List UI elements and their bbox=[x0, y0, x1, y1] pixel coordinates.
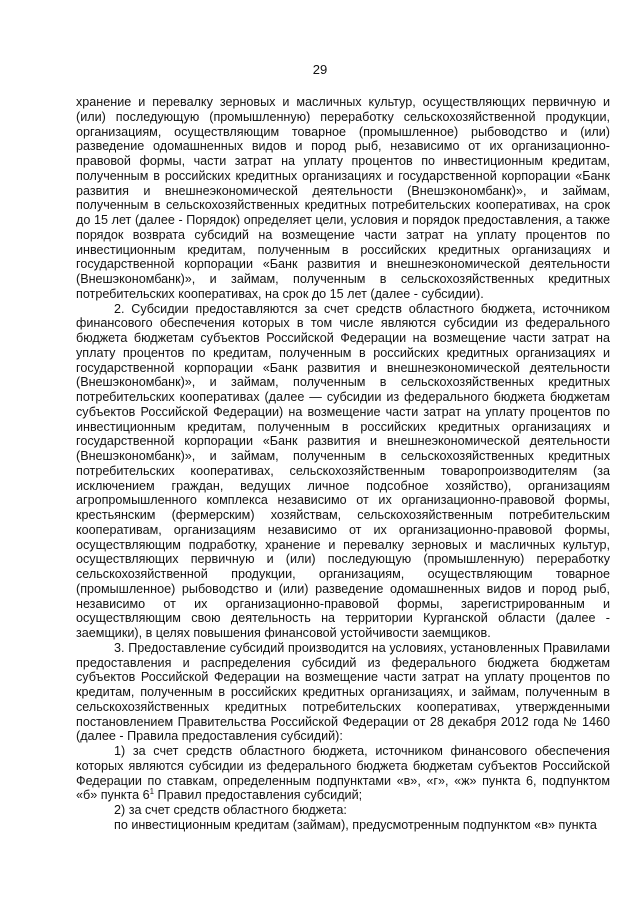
page-number: 29 bbox=[312, 62, 328, 77]
paragraph-1-continuation: хранение и перевалку зерновых и масличных культур, осуществляющих первичную и (или) последующую (промышленную) переработку сельскохозяйственной продукции, организациям, осуществляющим товарное (промышленное) рыбоводство и (или) разведение одомашненных видов и пород рыб, независимо от их организационно-правовой формы, части затрат на уплату процентов по инвестиционным кредитам, полученным в российских кредитных организациях и государственной корпорации «Банк развития и внешнеэкономической деятельности (Внешэкономбанк)», и займам, полученным в сельскохозяйственных кредитных потребительских кооперативах, на срок до 15 лет (далее - Порядок) определяет цели, условия и порядок предоставления, а также порядок возврата субсидий на возмещение части затрат на уплату процентов по инвестиционным кредитам, полученным в российских кредитных организациях и государственной корпорации «Банк развития и внешнеэкономической деятельности (Внешэкономбанк)», и займам, полученным в сельскохозяйственных кредитных потребительских кооперативах, на срок до 15 лет (далее - субсидии). bbox=[76, 95, 610, 301]
paragraph-3-item-1 bbox=[76, 744, 610, 803]
superscript-1: 1 bbox=[149, 787, 155, 797]
item-1-text: 1) за счет средств областного бюджета, источником финансового обеспечения которых являются субсидии из федерального бюджета бюджетам субъектов Российской Федерации по ставкам, определенным подпунктами «в», «г», «ж» пункта 6, подпунктом «б» пункта 6 bbox=[76, 744, 610, 803]
paragraph-3: 3. Предоставление субсидий производится на условиях, установленных Правилами предоставления и распределения субсидий из федерального бюджета бюджетам субъектов Российской Федерации на возмещение части затрат на уплату процентов по кредитам, полученным в российских кредитных организациях, и займам, полученным в сельскохозяйственных кредитных потребительских кооперативах, утвержденными постановлением Правительства Российской Федерации от 28 декабря 2012 года № 1460 (далее - Правила предоставления субсидий): bbox=[76, 640, 610, 744]
document-body bbox=[76, 95, 610, 833]
paragraph-2: 2. Субсидии предоставляются за счет средств областного бюджета, источником финансового обеспечения которых в том числе являются субсидии из федерального бюджета бюджетам субъектов Российской Федерации на возмещение части затрат на уплату процентов по кредитам, полученным в российских кредитных организациях и государственной корпорации «Банк развития и внешнеэкономической деятельности (Внешэкономбанк)», и займам, полученным в сельскохозяйственных кредитных потребительских кооперативах (далее — субсидии из федерального бюджета бюджетам субъектов Российской Федерации) на возмещение части затрат на уплату процентов по инвестиционным кредитам, полученным в российских кредитных организациях и государственной корпорации «Банк развития и внешнеэкономической деятельности (Внешэкономбанк)», и займам, полученным в сельскохозяйственных кредитных потребительских кооперативах, сельскохозяйственным товаропроизводителям (за исключением граждан, ведущих личное подсобное хозяйство), организациям агропромышленного комплекса независимо от их организационно-правовой формы, крестьянским (фермерским) хозяйствам, сельскохозяйственным потребительским кооперативам, организациям независимо от их организационно-правовой формы, осуществляющим подработку, хранение и перевалку зерновых и масличных культур, осуществляющих первичную и (или) последующую (промышленную) переработку сельскохозяйственной продукции, организациям, осуществляющим товарное (промышленное) рыбоводство и (или) разведение одомашненных видов и пород рыб, независимо от их организационно-правовой формы, зарегистрированным и осуществляющим свою деятельность на территории Курганской области (далее - заемщики), в целях повышения финансовой устойчивости заемщиков. bbox=[76, 301, 610, 640]
paragraph-3-item-2: 2) за счет средств областного бюджета: bbox=[114, 803, 347, 817]
paragraph-3-item-2-line: по инвестиционным кредитам (займам), предусмотренным подпунктом «в» пункта bbox=[114, 817, 597, 832]
item-1-tail: Правил предоставления субсидий; bbox=[154, 788, 363, 803]
